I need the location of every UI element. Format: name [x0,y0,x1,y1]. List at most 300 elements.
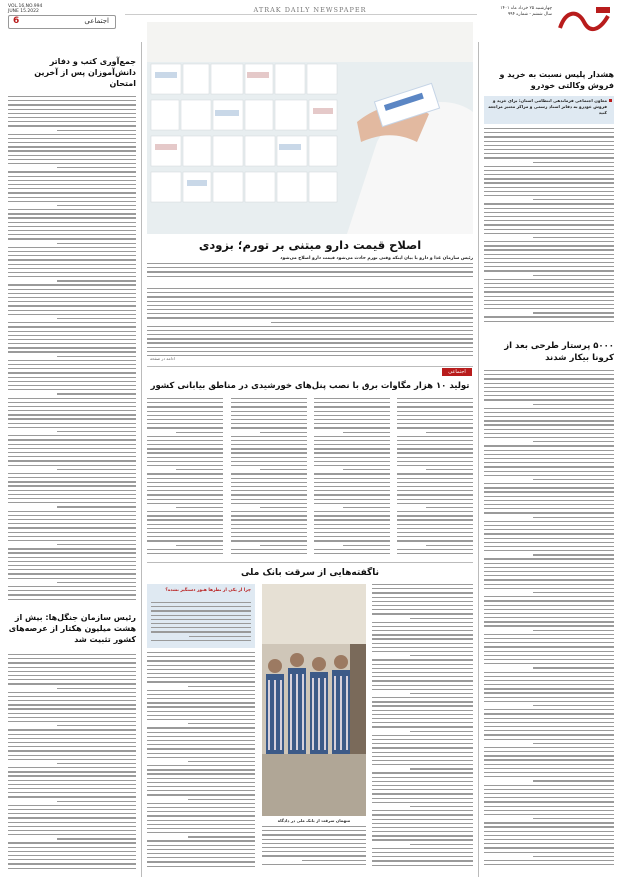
text-line [147,736,255,737]
text-line [8,721,136,722]
text-line [8,738,136,739]
text-line [484,178,614,179]
courtroom-photo [262,584,366,816]
text-line [314,452,390,453]
drug-prices-lead-lines [147,263,473,283]
logo [556,4,612,34]
text-line [397,478,473,479]
text-line [314,519,390,520]
text-line [372,664,473,665]
text-line [372,735,473,736]
text-line [484,759,614,760]
text-line [231,486,307,487]
text-line [484,249,614,250]
text-line [426,545,473,546]
text-line [8,138,136,139]
text-line [484,203,614,204]
text-line [8,481,136,482]
bank-box [147,584,255,648]
text-line [8,418,136,419]
text-line [397,423,473,424]
text-line [262,830,366,831]
text-line [147,494,223,495]
text-line [484,751,614,752]
solar-body-col1 [147,398,223,558]
text-line [260,545,307,546]
text-line [57,130,136,131]
text-line [397,553,473,554]
text-line [533,517,614,518]
text-line [231,440,307,441]
text-line [8,548,136,549]
text-line [484,433,614,434]
text-line [8,817,136,818]
text-line [484,718,614,719]
text-line [8,121,136,122]
text-line [231,536,307,537]
text-line [484,304,614,305]
text-line [484,613,614,614]
text-line [484,835,614,836]
text-line [397,532,473,533]
text-line [314,503,390,504]
text-line [8,226,136,227]
text-line [8,700,136,701]
text-line [372,659,473,660]
text-line [484,458,614,459]
text-line [8,755,136,756]
text-line [484,625,614,626]
text-line [484,822,614,823]
text-line [533,441,614,442]
text-line [397,461,473,462]
text-line [147,702,255,703]
text-line [484,793,614,794]
section-divider-2 [147,562,473,563]
text-line [484,659,614,660]
text-line [484,697,614,698]
drug-prices-body [147,288,473,363]
text-line [262,851,366,852]
text-line [484,797,614,798]
text-line [484,864,614,865]
text-line [8,667,136,668]
text-line [372,726,473,727]
text-line [8,104,136,105]
text-line [147,440,223,441]
text-line [8,536,136,537]
text-line [372,630,473,631]
text-line [314,406,390,407]
text-line [147,549,223,550]
text-line [147,411,223,412]
text-line [57,544,136,545]
text-line [372,756,473,757]
text-line [484,605,614,606]
text-line [484,692,614,693]
text-line [8,771,136,772]
text-line [8,658,136,659]
text-line [147,828,255,829]
text-line [314,402,390,403]
text-line [147,866,255,867]
text-line [397,452,473,453]
text-line [8,310,136,311]
text-line [147,673,255,674]
text-line [484,262,614,263]
text-line [484,651,614,652]
text-line [8,809,136,810]
text-line [484,575,614,576]
text-line [8,713,136,714]
text-line [8,343,136,344]
text-line [147,857,255,858]
text-line [231,419,307,420]
forests-title: رئیس سازمان جنگل‌ها: بیش از هشت میلیون هکتار از عرصه‌های کشور تثبیت شد [8,613,136,644]
text-line [8,247,136,248]
text-line [262,826,366,827]
text-line [372,701,473,702]
text-line [147,790,255,791]
text-line [231,549,307,550]
text-line [484,567,614,568]
text-line [372,802,473,803]
text-line [484,153,614,154]
text-line [57,801,136,802]
text-line [484,579,614,580]
text-line [484,483,614,484]
text-line [343,545,390,546]
text-line [8,515,136,516]
text-line [57,688,136,689]
solar-section-label: اجتماعی [442,368,472,376]
text-line [484,571,614,572]
text-line [8,594,136,595]
text-line [484,663,614,664]
text-line [147,511,223,512]
text-line [57,582,136,583]
text-line [484,399,614,400]
text-line [8,578,136,579]
text-line [231,524,307,525]
text-line [147,524,223,525]
text-line [231,553,307,554]
vol-number: VOL.16,NO.994 [8,4,43,9]
text-line [372,781,473,782]
text-line [147,820,255,821]
text-line [231,515,307,516]
issue-fa: سال ششم - شماره ۹۹۴ [508,12,552,17]
text-line [57,243,136,244]
text-line [484,529,614,530]
text-line [484,512,614,513]
text-line [372,827,473,828]
text-line [397,524,473,525]
text-line [484,508,614,509]
text-line [147,263,473,264]
text-line [147,271,473,272]
text-line [8,692,136,693]
text-line [8,586,136,587]
text-line [314,436,390,437]
text-line [147,681,255,682]
text-line [397,515,473,516]
text-line [372,668,473,669]
text-line [484,216,614,217]
text-line [397,519,473,520]
text-line [484,730,614,731]
text-line [410,806,473,807]
text-line [231,482,307,483]
text-line [8,125,136,126]
text-line [147,794,255,795]
text-line [397,490,473,491]
text-line [231,532,307,533]
text-line [8,750,136,751]
text-line [484,563,614,564]
text-line [484,471,614,472]
text-line [484,420,614,421]
text-line [410,768,473,769]
text-line [147,423,223,424]
text-line [533,705,614,706]
text-line [147,330,473,331]
text-line [484,279,614,280]
text-line [8,527,136,528]
text-line [484,734,614,735]
text-line [484,424,614,425]
text-line [147,486,223,487]
text-line [147,553,223,554]
text-line [343,507,390,508]
text-line [372,685,473,686]
text-line [484,187,614,188]
text-line [372,680,473,681]
text-line [372,672,473,673]
text-line [8,511,136,512]
text-line [8,222,136,223]
text-line [484,429,614,430]
text-line [397,536,473,537]
text-line [314,419,390,420]
text-line [484,491,614,492]
nurses-body [484,370,614,870]
text-line [176,507,223,508]
text-line [484,621,614,622]
text-line [8,272,136,273]
text-line [314,494,390,495]
text-line [8,423,136,424]
solar-body-col2 [231,398,307,558]
text-line [8,767,136,768]
text-line [8,859,136,860]
text-line [397,473,473,474]
text-line [8,347,136,348]
text-line [484,588,614,589]
text-line [147,815,255,816]
text-line [484,316,614,317]
text-line [147,342,473,343]
text-line [372,798,473,799]
text-line [260,432,307,433]
text-line [343,432,390,433]
text-line [8,494,136,495]
text-line [8,406,136,407]
text-line [147,753,255,754]
text-line [8,485,136,486]
text-line [314,515,390,516]
text-line [147,292,473,293]
text-line [147,715,255,716]
text-line [533,743,614,744]
text-line [484,638,614,639]
text-line [372,793,473,794]
text-line [8,444,136,445]
text-line [484,722,614,723]
text-line [231,473,307,474]
text-line [262,855,366,856]
text-line [151,610,251,611]
text-line [484,747,614,748]
text-line [262,843,366,844]
text-line [314,398,390,399]
text-line [372,676,473,677]
police-warning-body [484,128,614,328]
text-line [147,301,473,302]
text-line [484,391,614,392]
text-line [397,528,473,529]
text-line [8,822,136,823]
text-line [8,351,136,352]
text-line [372,651,473,652]
text-line [8,293,136,294]
text-line [8,230,136,231]
text-line [397,482,473,483]
text-line [484,229,614,230]
text-line [397,427,473,428]
text-line [484,642,614,643]
page-number: 6 [13,16,20,26]
text-line [484,370,614,371]
text-line [484,634,614,635]
text-line [57,393,136,394]
text-line [57,205,136,206]
text-line [484,680,614,681]
text-line [533,554,614,555]
text-line [8,683,136,684]
text-line [484,132,614,133]
text-line [147,706,255,707]
text-line [176,469,223,470]
text-line [262,864,366,865]
header-rule [125,14,477,15]
text-line [8,565,136,566]
text-line [484,128,614,129]
text-line [343,469,390,470]
text-line [147,482,223,483]
text-line [372,609,473,610]
text-line [8,176,136,177]
text-line [484,245,614,246]
text-line [397,415,473,416]
text-line [484,688,614,689]
textbooks-body [8,96,136,608]
column-rule-left [141,42,142,877]
date-en: JUNE 15.2022 [8,9,39,14]
text-line [231,423,307,424]
text-line [372,777,473,778]
text-line [8,569,136,570]
text-line [533,592,614,593]
text-line [484,166,614,167]
text-line [8,96,136,97]
text-line [484,233,614,234]
text-line [147,665,255,666]
text-line [484,521,614,522]
text-line [484,609,614,610]
text-line [410,731,473,732]
text-line [231,398,307,399]
text-line [151,619,251,620]
text-line [426,469,473,470]
text-line [397,499,473,500]
text-line [231,528,307,529]
text-line [147,782,255,783]
text-line [484,755,614,756]
text-line [484,437,614,438]
text-line [151,631,251,632]
text-line [8,171,136,172]
text-line [484,475,614,476]
text-line [484,701,614,702]
text-line [147,419,223,420]
text-line [397,444,473,445]
column-rule-right [478,42,479,877]
text-line [314,423,390,424]
text-line [8,134,136,135]
text-line [8,213,136,214]
text-line [533,479,614,480]
text-line [147,748,255,749]
text-line [484,383,614,384]
text-line [397,411,473,412]
text-line [231,478,307,479]
text-line [372,584,473,585]
police-warning-lead-box [484,96,614,124]
text-line [8,498,136,499]
newspaper-name-en: ATRAK DAILY NEWSPAPER [253,6,367,14]
text-line [147,355,473,356]
text-line [484,764,614,765]
text-line [8,435,136,436]
section-label-box [8,15,116,29]
text-line [147,732,255,733]
text-line [262,847,366,848]
text-line [484,814,614,815]
text-line [147,727,255,728]
text-line [8,599,136,600]
text-line [397,419,473,420]
text-line [231,452,307,453]
text-line [147,769,255,770]
text-line [372,772,473,773]
text-line [8,238,136,239]
text-line [8,368,136,369]
text-line [57,280,136,281]
text-line [8,775,136,776]
text-line [231,503,307,504]
text-line [147,457,223,458]
